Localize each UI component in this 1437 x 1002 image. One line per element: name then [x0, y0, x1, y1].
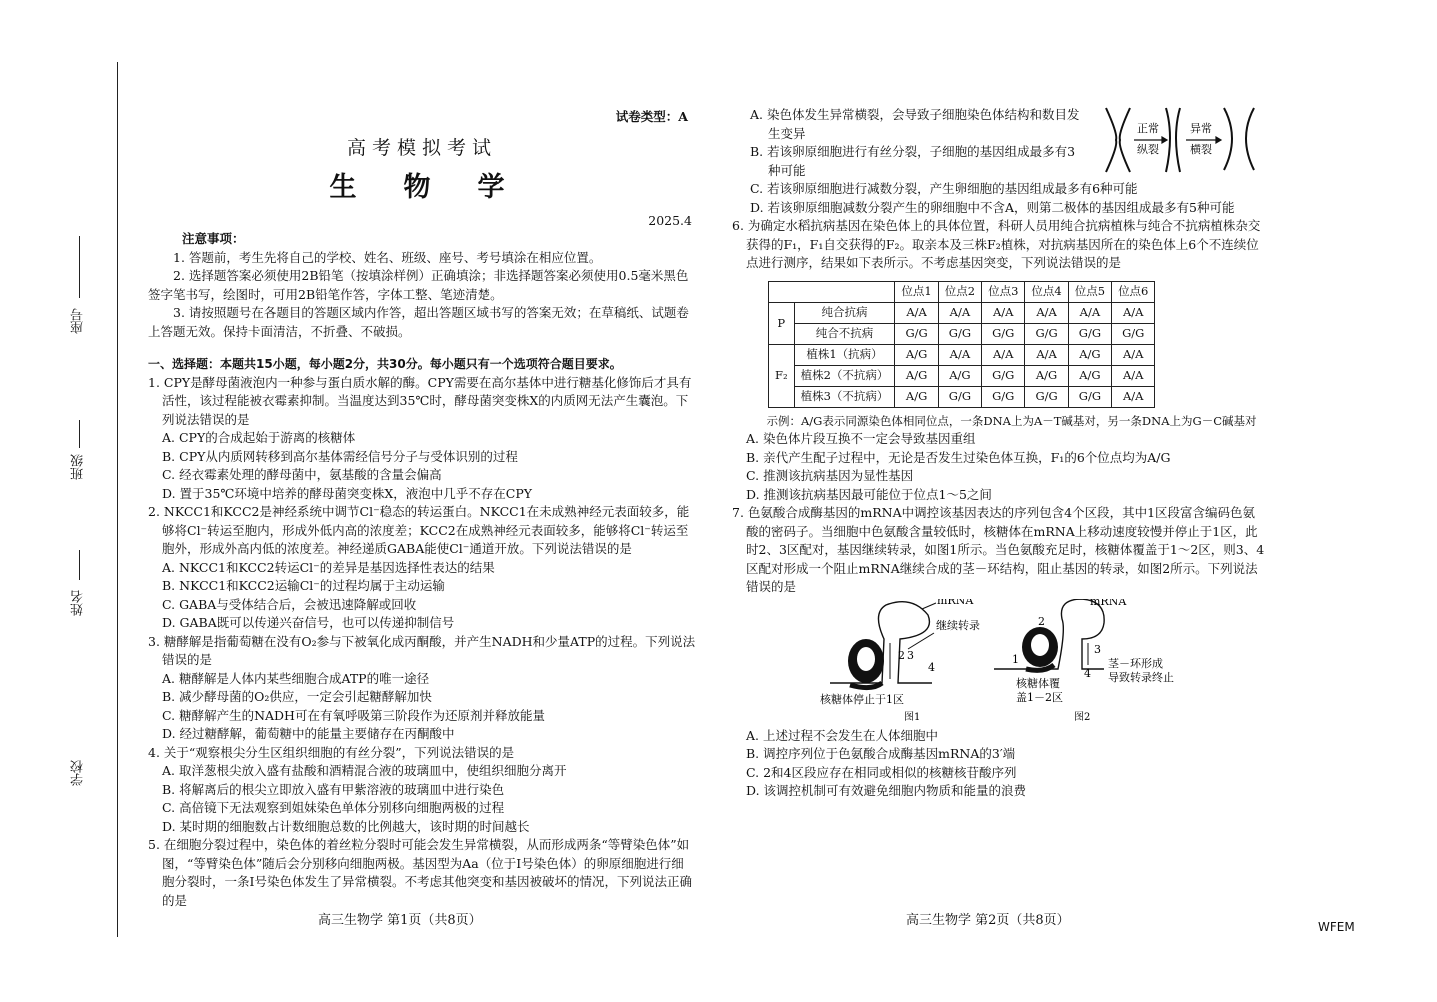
school-field[interactable]: [70, 720, 90, 790]
q4-option-c[interactable]: C. 高倍镜下无法观察到姐妹染色单体分别移向细胞两极的过程: [162, 800, 505, 815]
binding-margin: [0, 0, 122, 1002]
row-name: 植株1（抗病）: [794, 344, 895, 365]
name-label: 姓名: [71, 590, 86, 616]
fig1-continue-pointer: [908, 633, 934, 649]
q6-option-d[interactable]: D. 推测该抗病基因最可能位于位点1～5之间: [746, 486, 992, 502]
q1-option-b[interactable]: B. CPY从内质网转移到高尔基体需经信号分子与受体识别的过程: [162, 448, 518, 464]
table-cell: A/G: [895, 344, 938, 365]
ribosome-hole-2: [1031, 634, 1049, 656]
q5-option-d[interactable]: D. 若该卵原细胞减数分裂产生的卵细胞中不含A，则第二极体的基因组成最多有5种可能: [750, 199, 1235, 215]
class-rule: [79, 420, 80, 448]
table-cell: G/G: [1112, 323, 1155, 344]
fig1-title: 图1: [904, 711, 921, 723]
chromatid-middle-2: [1176, 108, 1180, 172]
chromosome-division-figure: [1104, 106, 1264, 176]
exam-code: WFEM: [1318, 920, 1355, 934]
arrow-abnormal-head: [1216, 137, 1221, 143]
binding-line: [117, 62, 118, 937]
table-cell: G/G: [938, 386, 981, 407]
q3-option-d[interactable]: D. 经过糖酵解，葡萄糖中的能量主要储存在丙酮酸中: [162, 726, 455, 741]
q6-option-a[interactable]: A. 染色体片段互换不一定会导致基因重组: [746, 431, 976, 446]
fig2-caption-1: 核糖体覆: [1016, 676, 1060, 690]
fig2-caption-2: 盖1－2区: [1016, 690, 1063, 704]
table-cell: A/G: [1068, 365, 1111, 386]
q7-option-d[interactable]: D. 该调控机制可有效避免细胞内物质和能量的浪费: [746, 783, 1027, 798]
q3-option-c[interactable]: C. 糖酵解产生的NADH可在有氧呼吸第三阶段作为还原剂并释放能量: [162, 707, 545, 723]
row-name: 植株3（不抗病）: [794, 386, 895, 407]
table-cell: A/A: [1025, 302, 1068, 323]
paper-type: 试卷类型：A: [615, 109, 688, 124]
q3-option-a[interactable]: A. 糖酵解是人体内某些细胞合成ATP的唯一途径: [162, 670, 430, 686]
question-2: [148, 503, 696, 633]
fig1-caption: 核糖体停止于1区: [820, 692, 904, 706]
table-cell: A/A: [1112, 386, 1155, 407]
q7-option-b[interactable]: B. 调控序列位于色氨酸合成酶基因mRNA的3′端: [746, 746, 1016, 761]
fig1-mrna-pointer: [922, 603, 936, 609]
table-cell: A/A: [1112, 344, 1155, 365]
q6-option-b[interactable]: B. 亲代产生配子过程中，无论是否发生过染色体互换，F₁的6个位点均为A/G: [746, 449, 1171, 465]
school-label: 学校: [71, 760, 86, 786]
table-cell: G/G: [1068, 323, 1111, 344]
mrna-figures: [732, 599, 1267, 727]
table-cell: G/G: [895, 323, 938, 344]
fig2-n1: 1: [1012, 652, 1019, 666]
fig2-mrna-label: mRNA: [1090, 598, 1127, 608]
question-1: [148, 374, 696, 504]
arrow-normal-head: [1162, 137, 1167, 143]
exam-date: 2025.4: [648, 212, 692, 228]
fig1-mrna-label: mRNA: [937, 598, 974, 607]
q7-option-a[interactable]: A. 上述过程不会发生在人体细胞中: [746, 727, 938, 743]
notice-1: 1. 答题前，考生先将自己的学校、姓名、班级、座号、考号填涂在相应位置。: [173, 249, 602, 265]
table-cell: A/A: [1068, 302, 1111, 323]
label-transverse: 横裂: [1190, 143, 1212, 156]
table-row: [769, 344, 1155, 365]
p-label: P: [769, 302, 795, 344]
table-cell: A/G: [895, 386, 938, 407]
q1-option-a[interactable]: A. CPY的合成起始于游离的核糖体: [162, 430, 356, 445]
q5-option-a[interactable]: A. 染色体发生异常横裂，会导致子细胞染色体结构和数目发生变异: [750, 107, 1080, 141]
notice-3: 3. 请按照题号在各题目的答题区域内作答，超出答题区域书写的答案无效；在草稿纸、试题卷上答题无效。保持卡面清洁，不折叠、不破损。: [148, 305, 689, 339]
table-cell: A/A: [982, 302, 1025, 323]
section-1-heading: 一、选择题：本题共15小题，每小题2分，共30分。每小题只有一个选项符合题目要求。: [148, 357, 622, 371]
q2-option-c[interactable]: C. GABA与受体结合后，会被迅速降解或回收: [162, 596, 417, 612]
question-3: [148, 633, 696, 744]
fig2-n2: 2: [1038, 614, 1045, 628]
table-cell: G/G: [982, 365, 1025, 386]
class-field[interactable]: [70, 420, 90, 540]
table-header: 位点5: [1068, 281, 1111, 302]
chromosome-left-arm-2: [1120, 108, 1130, 172]
table-cell: A/A: [982, 344, 1025, 365]
footer-page-1: 高三生物学 第1页（共8页）: [318, 913, 482, 928]
question-4: [148, 744, 696, 837]
fig1-n4: 4: [928, 660, 935, 674]
q4-option-d[interactable]: D. 某时期的细胞数占计数细胞总数的比例越大，该时期的时间越长: [162, 818, 530, 834]
q2-option-d[interactable]: D. GABA既可以传递兴奋信号，也可以传递抑制信号: [162, 615, 455, 630]
row-name: 植株2（不抗病）: [794, 365, 895, 386]
q4-option-a[interactable]: A. 取洋葱根尖放入盛有盐酸和酒精混合液的玻璃皿中，使组织细胞分离开: [162, 763, 567, 778]
table-row: [769, 386, 1155, 407]
fig2-stem-label-2: 导致转录终止: [1108, 670, 1174, 684]
table-row: [769, 365, 1155, 386]
notice-2: 2. 选择题答案必须使用2B铅笔（按填涂样例）正确填涂；非选择题答案必须使用0.5毫米黑色签字笔书写，绘图时，可用2B铅笔作答，字体工整、笔迹清楚。: [148, 268, 689, 302]
table-cell: A/G: [1068, 344, 1111, 365]
q1-stem: 1. CPY是酵母菌液泡内一种参与蛋白质水解的酶。CPY需要在高尔基体中进行糖基化修饰后才具有活性，该过程能被衣霉素抑制。当温度达到35℃时，酵母菌突变株X的内质网无法产生囊泡。下列说法错误的是: [148, 374, 692, 427]
table-cell: A/A: [938, 302, 981, 323]
footer-page-2: 高三生物学 第2页（共8页）: [906, 913, 1070, 928]
table-cell: A/A: [895, 302, 938, 323]
seat-field[interactable]: [70, 236, 90, 406]
table-cell: G/G: [938, 323, 981, 344]
header-title: 高考模拟考试: [346, 136, 497, 159]
table-cell: G/G: [1025, 323, 1068, 344]
ribosome-hole-1: [857, 647, 875, 671]
row-name: 纯合抗病: [794, 302, 895, 323]
q4-option-b[interactable]: B. 将解离后的根尖立即放入盛有甲紫溶液的玻璃皿中进行染色: [162, 781, 505, 797]
table-cell: A/A: [1025, 344, 1068, 365]
isochromosome-2: [1246, 108, 1254, 170]
seat-rule: [79, 236, 80, 298]
q4-stem: 4. 关于“观察根尖分生区组织细胞的有丝分裂”，下列说法错误的是: [148, 744, 515, 760]
fig1-continue-label: 继续转录: [936, 618, 980, 632]
q6-table-note: 示例：A/G表示同源染色体相同位点，一条DNA上为A－T碱基对，另一条DNA上为G－C碱基对: [766, 413, 1257, 428]
table-cell: G/G: [982, 386, 1025, 407]
fig2-n4: 4: [1084, 666, 1091, 680]
isochromosome-1: [1224, 108, 1232, 170]
table-row: [769, 323, 1155, 344]
q7-stem: 7. 色氨酸合成酶基因的mRNA中调控该基因表达的序列包含4个区段，其中1区段富含编码色氨酸的密码子。当细胞中色氨酸含量较低时，核糖体在mRNA上移动速度较慢并停止于1区，此时2、3区配对，基因继续转录，如图1所示。当色氨酸充足时，核糖体覆盖于1～2区，则3、4区配对形成一个阻止mRNA继续合成的茎－环结构，阻止基因的转录，如图2所示。下列说法错误的是: [732, 505, 1265, 594]
table-header: 位点4: [1025, 281, 1068, 302]
fig2-n3: 3: [1094, 642, 1101, 656]
question-7: [732, 504, 1267, 801]
figure-1: [820, 599, 980, 723]
attenuation-diagram: [732, 599, 1267, 727]
table-header: 位点6: [1112, 281, 1155, 302]
notice-title: 注意事项：: [182, 231, 245, 246]
genotype-table: [768, 281, 1155, 408]
q6-option-c[interactable]: C. 推测该抗病基因为显性基因: [746, 468, 914, 483]
table-cell: A/A: [938, 344, 981, 365]
table-header: 位点1: [895, 281, 938, 302]
q3-stem: 3. 糖酵解是指葡萄糖在没有O₂参与下被氧化成丙酮酸，并产生NADH和少量ATP的过程。下列说法错误的是: [148, 633, 696, 667]
q7-option-c[interactable]: C. 2和4区段应存在相同或相似的核糖核苷酸序列: [746, 764, 1017, 780]
table-header-row: [769, 281, 1155, 302]
page-1: [148, 108, 696, 910]
table-cell: A/A: [1112, 365, 1155, 386]
name-rule: [79, 550, 80, 580]
q6-stem: 6. 为确定水稻抗病基因在染色体上的具体位置，科研人员用纯合抗病植株与纯合不抗病植株杂交获得的F₁，F₁自交获得的F₂。取亲本及三株F₂植株，对抗病基因所在的染色体上6个不连续位点进行测序，结果如下表所示。不考虑基因突变，下列说法错误的是: [732, 218, 1261, 270]
f2-label: F₂: [769, 344, 795, 407]
q5-stem: 5. 在细胞分裂过程中，染色体的着丝粒分裂时可能会发生异常横裂，从而形成两条“等臂染色体”如图，“等臂染色体”随后会分别移向细胞两极。基因型为Aa（位于Ⅰ号染色体）的卵原细胞进行细胞分裂时，一条Ⅰ号染色体发生了异常横裂。不考虑其他突变和基因被破坏的情况，下列说法正确的是: [148, 837, 692, 908]
table-corner: [769, 281, 895, 302]
class-label: 班级: [71, 454, 86, 480]
q2-option-a[interactable]: A. NKCC1和KCC2转运Cl⁻的差异是基因选择性表达的结果: [162, 559, 495, 575]
chromosome-left-arm-1: [1106, 108, 1116, 172]
table-cell: A/G: [938, 365, 981, 386]
name-field[interactable]: [70, 550, 90, 700]
label-normal: 正常: [1137, 122, 1159, 135]
label-abnormal: 异常: [1190, 122, 1212, 135]
question-6: [732, 217, 1267, 504]
fig1-n3: 3: [907, 648, 914, 662]
page-2: [732, 106, 1267, 801]
table-cell: A/A: [1112, 302, 1155, 323]
q1-option-d[interactable]: D. 置于35℃环境中培养的酵母菌突变株X，液泡中几乎不存在CPY: [162, 485, 533, 501]
table-cell: A/G: [895, 365, 938, 386]
q5-option-b[interactable]: B. 若该卵原细胞进行有丝分裂，子细胞的基因组成最多有3种可能: [750, 144, 1076, 178]
fig2-title: 图2: [1074, 711, 1091, 723]
table-cell: G/G: [1025, 386, 1068, 407]
table-header: 位点3: [982, 281, 1025, 302]
table-cell: G/G: [1068, 386, 1111, 407]
q2-option-b[interactable]: B. NKCC1和KCC2运输Cl⁻的过程均属于主动运输: [162, 578, 445, 593]
seat-label: 座号: [71, 308, 86, 334]
fig2-stem-label-1: 茎－环形成: [1108, 656, 1163, 670]
figure-2: [994, 599, 1174, 723]
subject-title: 生 物 学: [329, 172, 515, 203]
q1-option-c[interactable]: C. 经衣霉素处理的酵母菌中，氨基酸的含量会偏高: [162, 467, 442, 482]
q5-options-block: [732, 106, 1267, 180]
q2-stem: 2. NKCC1和KCC2是神经系统中调节Cl⁻稳态的转运蛋白。NKCC1在未成熟神经元表面较多，能够将Cl⁻转运至胞内，形成外低内高的浓度差；KCC2在成熟神经元表面较多，能够将Cl⁻转运至胞外，形成外高内低的浓度差。神经递质GABA能使Cl⁻通道开放。下列说法错误的是: [148, 504, 690, 556]
table-cell: G/G: [982, 323, 1025, 344]
row-name: 纯合不抗病: [794, 323, 895, 344]
table-row: [769, 302, 1155, 323]
table-cell: A/G: [1025, 365, 1068, 386]
table-header: 位点2: [938, 281, 981, 302]
question-5-stem-block: [148, 836, 696, 910]
q5-option-c[interactable]: C. 若该卵原细胞进行减数分裂，产生卵细胞的基因组成最多有6种可能: [750, 181, 1138, 196]
q3-option-b[interactable]: B. 减少酵母菌的O₂供应，一定会引起糖酵解加快: [162, 689, 432, 704]
fig1-n2: 2: [898, 648, 905, 662]
label-longitudinal: 纵裂: [1137, 143, 1159, 156]
